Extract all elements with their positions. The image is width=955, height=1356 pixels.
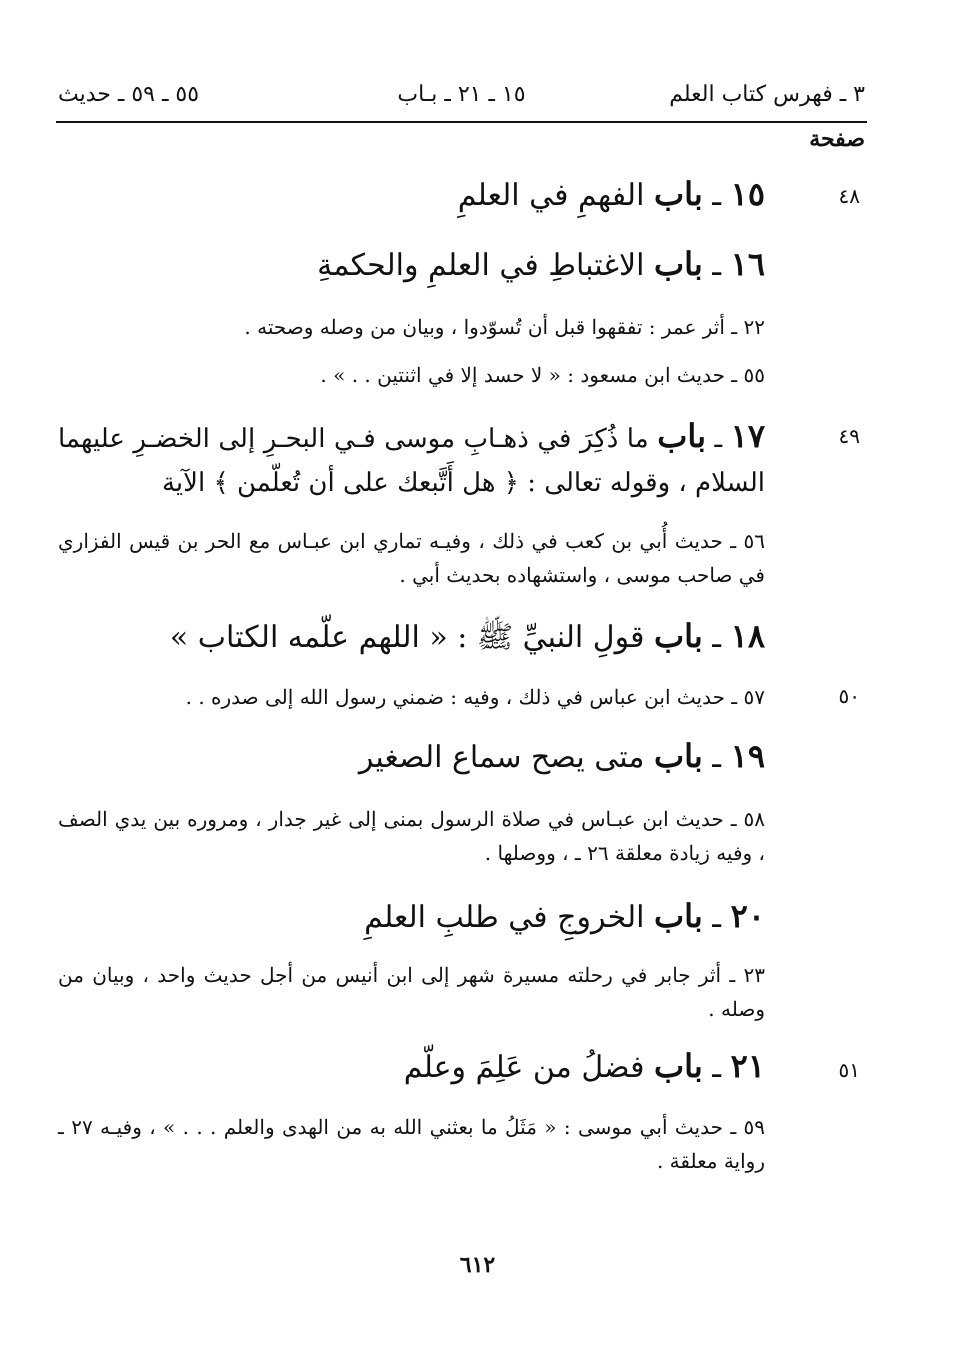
chapter-number: ١٩ xyxy=(730,737,765,775)
running-header xyxy=(58,82,865,116)
header-book-section: ٣ ـ فهرس كتاب العلم xyxy=(669,82,865,107)
index-entry: ٢٢ ـ أثر عمر : تفقهوا قبل أن تُسوّدوا ، وبيان من وصله وصحته . xyxy=(244,315,765,339)
chapter-title: الاغتباطِ في العلمِ والحكمةِ xyxy=(317,248,645,283)
header-rule xyxy=(56,121,867,123)
chapter-bab: باب xyxy=(653,897,703,935)
index-entry: ٥٦ ـ حديث أُبي بن كعب في ذلك ، وفيـه تماري ابن عبـاس مع الحر بن قيس الفزاري في صاحب موسى ، واستشهاده بحديث أبي . xyxy=(58,529,766,587)
chapter-number: ٢١ xyxy=(730,1047,765,1085)
index-entry: ٥٧ ـ حديث ابن عباس في ذلك ، وفيه : ضمني رسول الله إلى صدره . . xyxy=(185,685,765,709)
index-entry: ٥٥ ـ حديث ابن مسعود : « لا حسد إلا في اثنتين . . » . xyxy=(320,363,765,387)
chapter-number: ١٦ xyxy=(730,245,765,283)
index-entry: ٥٨ ـ حديث ابن عبـاس في صلاة الرسول بمنى إلى غير جدار ، ومروره بين يدي الصف ، وفيه زيادة معلقة ٢٦ ـ ، ووصلها . xyxy=(58,807,765,865)
chapter-title: ما ذُكِرَ في ذهـابِ موسى فـي البحـرِ إلى الخضـرِ عليهما السلام ، وقوله تعالى : ﴿ هل أَتَّبعك على أن تُعلّمن ﴾ الآية xyxy=(58,424,765,498)
chapter-heading: ٢١ ـ باب فضلُ من عَلِمَ وعلّم xyxy=(403,1047,765,1085)
chapter-bab: باب xyxy=(653,617,703,655)
chapter-bab: باب xyxy=(653,1047,703,1085)
chapter-title: متى يصح سماع الصغير xyxy=(358,740,645,775)
page-ref: ٥٠ xyxy=(838,684,860,708)
page-column-label: صفحة xyxy=(809,126,865,152)
page-ref: ٥١ xyxy=(838,1058,860,1082)
chapter-title: فضلُ من عَلِمَ وعلّم xyxy=(403,1050,645,1085)
header-hadith-range: ٥٥ ـ ٥٩ ـ حديث xyxy=(58,82,200,107)
page-ref: ٤٨ xyxy=(838,184,860,208)
chapter-heading: ١٧ ـ باب ما ذُكِرَ في ذهـابِ موسى فـي البحـرِ إلى الخضـرِ عليهما السلام ، وقوله تعالى : ﴿ هل أَتَّبعك على أن تُعلّمن ﴾ الآية xyxy=(58,417,766,498)
index-entry: ٢٣ ـ أثر جابر في رحلته مسيرة شهر إلى ابن أنيس من أجل حديث واحد ، وبيان من وصله . xyxy=(58,963,765,1021)
chapter-title: الفهمِ في العلمِ xyxy=(457,178,645,213)
chapter-heading: ١٩ ـ باب متى يصح سماع الصغير xyxy=(358,737,765,775)
chapter-number: ١٨ xyxy=(730,617,765,655)
header-chapter-range: ١٥ ـ ٢١ ـ بـاب xyxy=(397,82,526,107)
chapter-heading: ١٨ ـ باب قولِ النبيِّ ﷺ : « اللهم علّمه الكتاب » xyxy=(169,617,765,655)
chapter-bab: باب xyxy=(653,737,703,775)
chapter-number: ١٥ xyxy=(730,175,765,213)
page-ref: ٤٩ xyxy=(838,424,860,448)
chapter-number: ١٧ xyxy=(730,417,766,455)
chapter-bab: باب xyxy=(653,245,703,283)
chapter-heading: ١٥ ـ باب الفهمِ في العلمِ xyxy=(457,175,765,213)
chapter-title: الخروجِ في طلبِ العلمِ xyxy=(364,900,645,935)
chapter-title: قولِ النبيِّ ﷺ : « اللهم علّمه الكتاب » xyxy=(169,620,645,655)
chapter-heading: ٢٠ ـ باب الخروجِ في طلبِ العلمِ xyxy=(364,897,765,935)
chapter-bab: باب xyxy=(653,175,703,213)
chapter-heading: ١٦ ـ باب الاغتباطِ في العلمِ والحكمةِ xyxy=(317,245,765,283)
index-entry: ٥٩ ـ حديث أبي موسى : « مَثَلُ ما بعثني الله به من الهدى والعلم . . . » ، وفيـه ٢٧ ـ رواية معلقة . xyxy=(58,1115,766,1173)
chapter-bab: باب xyxy=(657,417,706,455)
chapter-number: ٢٠ xyxy=(730,897,765,935)
page-number: ٦١٢ xyxy=(459,1252,496,1278)
